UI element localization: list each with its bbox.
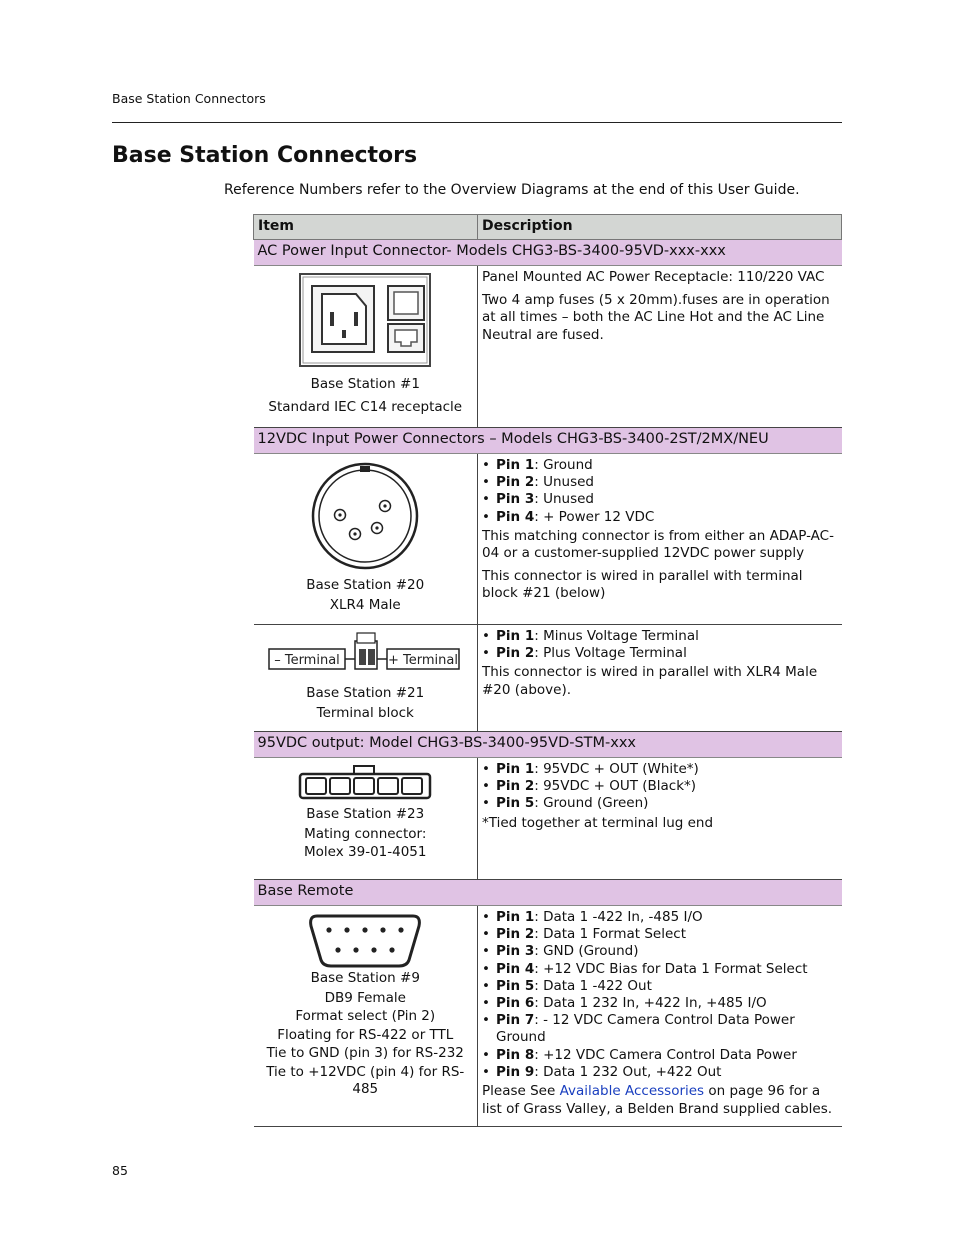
- ac-desc-1: Panel Mounted AC Power Receptacle: 110/220 VAC: [482, 269, 825, 285]
- list-item: • Pin 2: 95VDC + OUT (Black*): [482, 778, 838, 795]
- xlr4-connector-icon: [310, 460, 420, 572]
- list-item: • Pin 4: +12 VDC Bias for Data 1 Format Select: [482, 961, 838, 978]
- terminal-caption-1: Base Station #21: [306, 685, 425, 701]
- minus-terminal-label: – Terminal: [274, 653, 341, 668]
- section-base-remote: Base Remote: [254, 880, 842, 906]
- molex-item-cell: [254, 758, 478, 880]
- terminal-caption-2: Terminal block: [316, 704, 414, 721]
- header-item: Item: [254, 215, 478, 240]
- ac-caption-1: Base Station #1: [310, 376, 420, 392]
- table-row: [254, 454, 842, 625]
- section-12vdc: 12VDC Input Power Connectors – Models CHG3-BS-3400-2ST/2MX/NEU: [254, 428, 842, 454]
- terminal-item-cell: [254, 625, 478, 732]
- molex-connector-icon: [298, 764, 432, 802]
- db9-description-cell: [478, 906, 842, 1127]
- page-number: 85: [112, 1163, 128, 1178]
- list-item: • Pin 3: GND (Ground): [482, 943, 838, 960]
- molex-desc-1: *Tied together at terminal lug end: [482, 814, 714, 831]
- table-row: [254, 266, 842, 428]
- db9-pin-list: [482, 909, 838, 1081]
- table-header-row: [254, 215, 842, 240]
- list-item: • Pin 1: Ground: [482, 457, 838, 474]
- header-description: Description: [478, 215, 842, 240]
- list-item: • Pin 1: Minus Voltage Terminal: [482, 628, 838, 645]
- db9-caption-5: Tie to GND (pin 3) for RS-232: [266, 1045, 464, 1061]
- ac-caption-2: Standard IEC C14 receptacle: [268, 398, 463, 415]
- list-item: • Pin 2: Plus Voltage Terminal: [482, 645, 838, 662]
- molex-caption-3: Molex 39-01-4051: [304, 844, 427, 860]
- db9-caption-4: Floating for RS-422 or TTL: [277, 1026, 454, 1043]
- intro-text: Reference Numbers refer to the Overview Diagrams at the end of this User Guide.: [224, 182, 800, 198]
- db9-connector-icon: [307, 912, 423, 968]
- section-row: [254, 240, 842, 266]
- list-item: • Pin 8: +12 VDC Camera Control Data Power: [482, 1047, 838, 1064]
- connectors-table: [253, 214, 842, 1127]
- ac-item-cell: [254, 266, 478, 428]
- list-item: • Pin 3: Unused: [482, 491, 838, 508]
- db9-see-accessories: Please See Available Accessories on page 96 for a list of Grass Valley, a Belden Brand supplied cables.: [482, 1083, 833, 1117]
- db9-caption-1: Base Station #9: [310, 970, 420, 986]
- list-item: • Pin 9: Data 1 232 Out, +422 Out: [482, 1064, 838, 1081]
- xlr-desc-1: This matching connector is from either an ADAP-AC-04 or a customer-supplied 12VDC power supply: [482, 527, 834, 562]
- ac-description-cell: [478, 266, 842, 428]
- db9-caption-2: DB9 Female: [324, 989, 406, 1006]
- table-row: [254, 758, 842, 880]
- plus-terminal-label: + Terminal: [388, 653, 459, 668]
- molex-caption-2: Mating connector:: [304, 825, 427, 842]
- terminal-description-cell: [478, 625, 842, 732]
- table-row: [254, 906, 842, 1127]
- molex-pin-list: [482, 761, 838, 813]
- molex-description-cell: [478, 758, 842, 880]
- xlr-item-cell: [254, 454, 478, 625]
- list-item: • Pin 5: Data 1 -422 Out: [482, 978, 838, 995]
- list-item: • Pin 7: - 12 VDC Camera Control Data Power Ground: [482, 1012, 838, 1046]
- list-item: • Pin 5: Ground (Green): [482, 795, 838, 812]
- terminal-block-icon: [267, 631, 463, 673]
- section-row: [254, 732, 842, 758]
- list-item: • Pin 2: Data 1 Format Select: [482, 926, 838, 943]
- list-item: • Pin 4: + Power 12 VDC: [482, 509, 838, 526]
- molex-caption-1: Base Station #23: [306, 806, 425, 822]
- list-item: • Pin 1: 95VDC + OUT (White*): [482, 761, 838, 778]
- section-row: [254, 880, 842, 906]
- xlr-desc-2: This connector is wired in parallel with terminal block #21 (below): [482, 567, 803, 602]
- running-head: Base Station Connectors: [112, 91, 266, 106]
- section-row: [254, 428, 842, 454]
- xlr-caption-2: XLR4 Male: [329, 596, 401, 613]
- xlr-caption-1: Base Station #20: [306, 577, 425, 593]
- section-ac-power: AC Power Input Connector- Models CHG3-BS-3400-95VD-xxx-xxx: [254, 240, 842, 266]
- table-row: [254, 625, 842, 732]
- db9-caption-6: Tie to +12VDC (pin 4) for RS-485: [266, 1063, 465, 1097]
- ac-desc-2: Two 4 amp fuses (5 x 20mm).fuses are in operation at all times – both the AC Line Hot and the AC Line Neutral are fused.: [482, 291, 830, 343]
- list-item: • Pin 6: Data 1 232 In, +422 In, +485 I/O: [482, 995, 838, 1012]
- section-95vdc: 95VDC output: Model CHG3-BS-3400-95VD-STM-xxx: [254, 732, 842, 758]
- terminal-pin-list: [482, 628, 838, 662]
- header-rule: [112, 122, 842, 123]
- xlr-pin-list: [482, 457, 838, 526]
- list-item: • Pin 1: Data 1 -422 In, -485 I/O: [482, 909, 838, 926]
- db9-caption-3: Format select (Pin 2): [295, 1008, 436, 1024]
- list-item: • Pin 2: Unused: [482, 474, 838, 491]
- iec-receptacle-icon: [298, 272, 432, 368]
- page-title: Base Station Connectors: [112, 143, 418, 168]
- db9-item-cell: [254, 906, 478, 1127]
- available-accessories-link[interactable]: Available Accessories: [559, 1083, 705, 1100]
- terminal-desc-1: This connector is wired in parallel with XLR4 Male #20 (above).: [482, 664, 818, 698]
- xlr-description-cell: [478, 454, 842, 625]
